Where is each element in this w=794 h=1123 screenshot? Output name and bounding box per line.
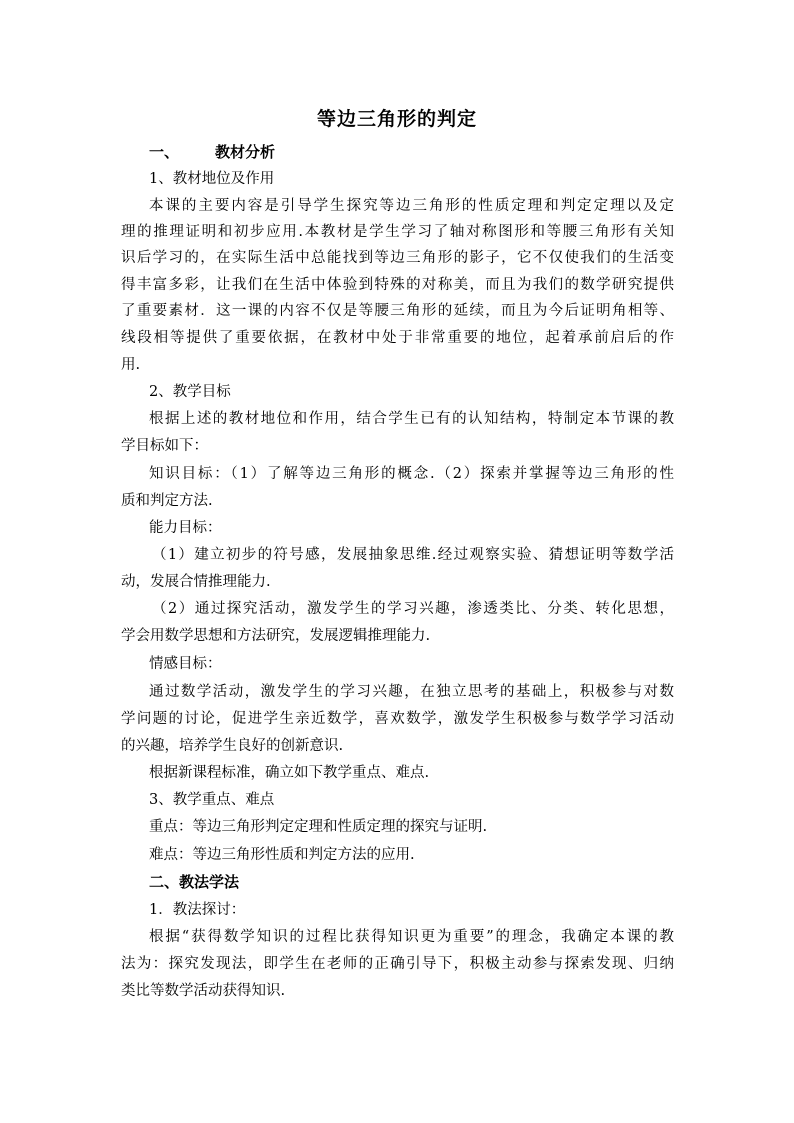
- key-point: 重点：等边三角形判定定理和性质定理的探究与证明.: [149, 819, 488, 835]
- paragraph-line: 根据新课程标准，确立如下教学重点、难点.: [149, 765, 430, 781]
- subheading-2-1: 1．教法探讨：: [149, 902, 246, 918]
- paragraph-line: 根据“获得数学知识的过程比获得知识更为重要”的理念，我确定本课的教: [149, 929, 674, 945]
- ability-goal-line: 动，发展合情推理能力.: [121, 574, 271, 590]
- ability-goal-line: （2）通过探究活动，激发学生的学习兴趣，渗透类比、分类、转化思想，: [152, 601, 674, 617]
- emotion-goal-line: 学问题的讨论，促进学生亲近数学，喜欢数学，激发学生积极参与数学学习活动: [121, 711, 674, 727]
- paragraph-line: 根据上述的教材地位和作用，结合学生已有的认知结构，特制定本节课的教: [149, 411, 674, 427]
- paragraph-line: 识后学习的，在实际生活中总能找到等边三角形的影子，它不仅使我们的生活变: [121, 250, 674, 266]
- subheading-1-1: 1、教材地位及作用: [149, 171, 275, 187]
- paragraph-line: 学目标如下：: [121, 438, 208, 454]
- knowledge-goal-line: 质和判定方法.: [121, 493, 213, 509]
- section-number: 一、: [149, 143, 180, 161]
- paragraph-line: 法为：探究发现法，即学生在老师的正确引导下，积极主动参与探索发现、归纳: [121, 956, 674, 972]
- section-heading-1: [149, 142, 275, 162]
- section-heading-2: 二、教法学法: [149, 873, 240, 891]
- knowledge-goal-line: 知识目标：（1）了解等边三角形的概念.（2）探索并掌握等边三角形的性: [149, 466, 674, 482]
- paragraph-line: 类比等数学活动获得知识.: [121, 983, 286, 999]
- paragraph-line: 线段相等提供了重要依据，在教材中处于非常重要的地位，起着承前启后的作: [121, 330, 674, 346]
- section-label: 教材分析: [215, 143, 276, 161]
- ability-goal-line: 学会用数学思想和方法研究，发展逻辑推理能力.: [121, 628, 431, 644]
- subheading-1-3: 3、教学重点、难点: [149, 792, 275, 808]
- paragraph-line: 本课的主要内容是引导学生探究等边三角形的性质定理和判定定理以及定: [149, 198, 674, 214]
- emotion-goal-line: 通过数学活动，激发学生的学习兴趣，在独立思考的基础上，积极参与对数: [149, 684, 674, 700]
- emotion-goal-line: 的兴趣，培养学生良好的创新意识.: [121, 738, 344, 754]
- ability-goal-line: （1）建立初步的符号感，发展抽象思维.经过观察实验、猜想证明等数学活: [152, 547, 674, 563]
- paragraph-line: 用.: [121, 357, 141, 373]
- paragraph-line: 了重要素材．这一课的内容不仅是等腰三角形的延续，而且为今后证明角相等、: [121, 303, 674, 319]
- difficult-point: 难点：等边三角形性质和判定方法的应用.: [149, 847, 415, 863]
- ability-goal-heading: 能力目标：: [149, 520, 222, 536]
- subheading-1-2: 2、教学目标: [149, 384, 231, 400]
- emotion-goal-heading: 情感目标：: [149, 656, 222, 672]
- paragraph-line: 得丰富多彩，让我们在生活中体验到特殊的对称美，而且为我们的数学研究提供: [121, 277, 674, 293]
- paragraph-line: 理的推理证明和初步应用.本教材是学生学习了轴对称图形和等腰三角形有关知: [121, 224, 674, 240]
- page-title: 等边三角形的判定: [316, 108, 477, 130]
